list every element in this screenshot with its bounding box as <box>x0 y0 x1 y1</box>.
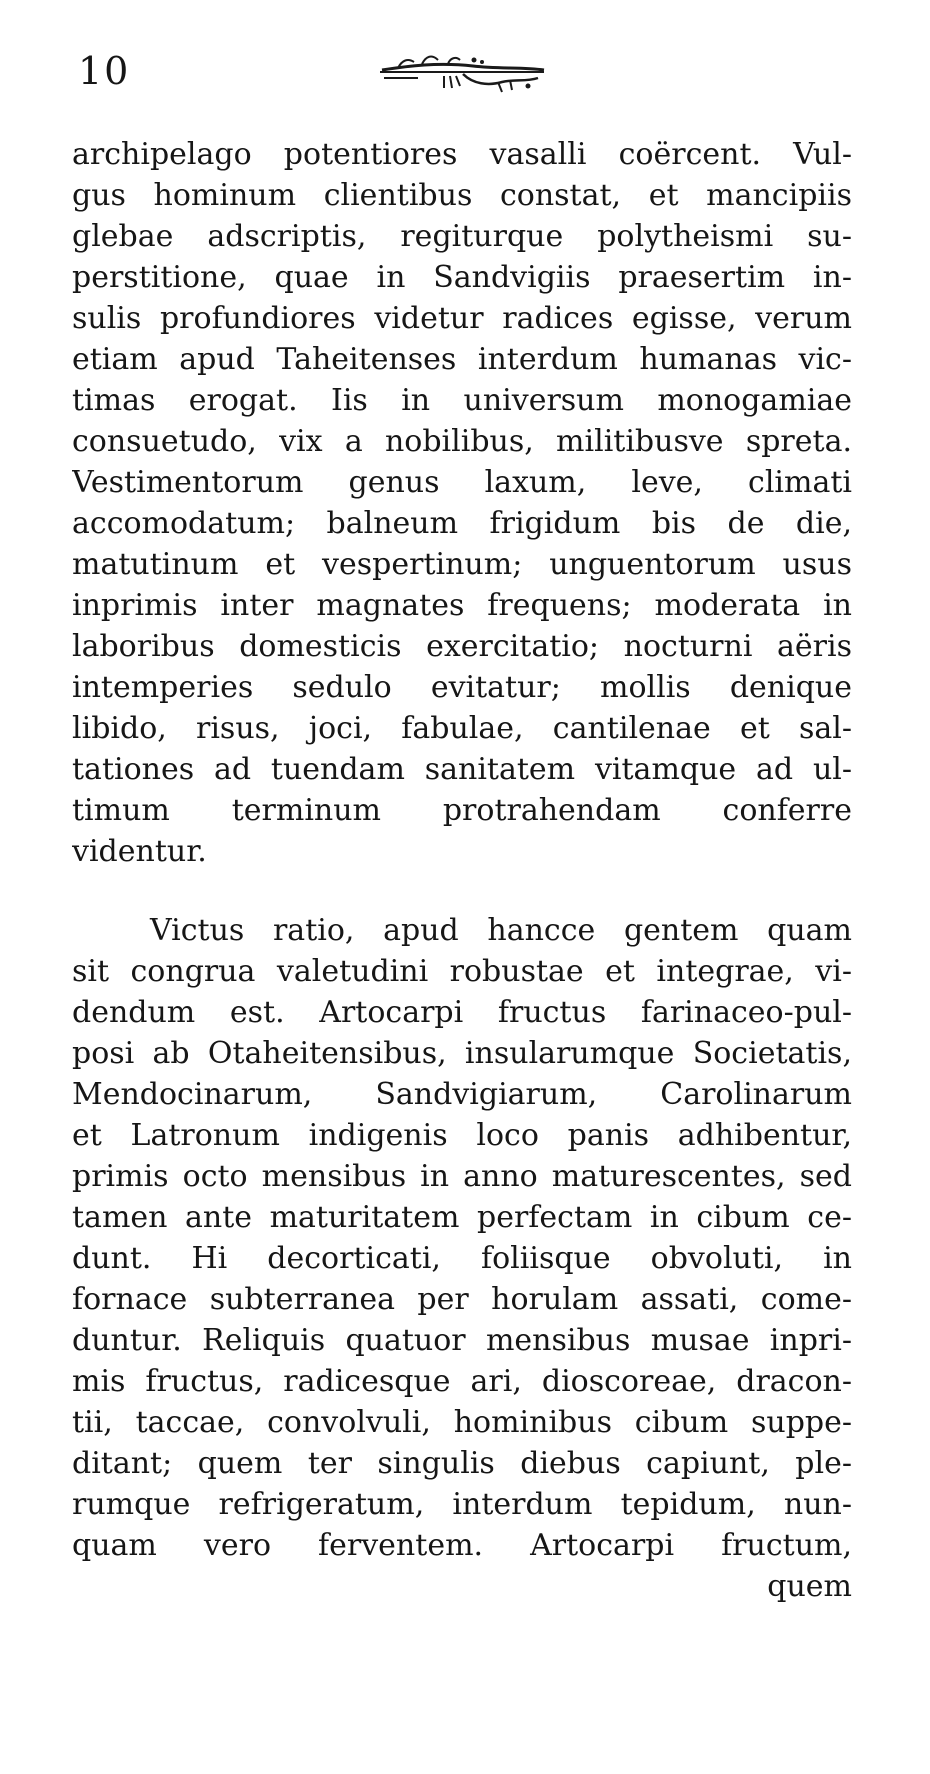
text-line: timum terminum protrahendam conferre <box>72 793 852 828</box>
text-line: glebae adscriptis, regiturque polytheismi su- <box>72 219 852 254</box>
text-line: quam vero ferventem. Artocarpi fructum, <box>72 1528 852 1563</box>
text-line: ditant; quem ter singulis diebus capiunt, ple- <box>72 1446 852 1481</box>
text-line: Victus ratio, apud hancce gentem quam <box>150 913 852 948</box>
page-number: 10 <box>78 49 131 93</box>
text-line: Mendocinarum, Sandvigiarum, Carolinarum <box>72 1077 852 1112</box>
paragraph-2 <box>72 910 852 1607</box>
text-line: inprimis inter magnates frequens; moderata in <box>72 588 852 623</box>
text-line: matutinum et vespertinum; unguentorum usus <box>72 547 852 582</box>
decorative-ornament-icon <box>378 52 548 102</box>
text-line: fornace subterranea per horulam assati, come- <box>72 1282 852 1317</box>
paragraph-1 <box>72 134 852 872</box>
text-line: perstitione, quae in Sandvigiis praesertim in- <box>72 260 852 295</box>
text-line: duntur. Reliquis quatuor mensibus musae inpri- <box>72 1323 852 1358</box>
text-line: intemperies sedulo evitatur; mollis denique <box>72 670 852 705</box>
text-line: Vestimentorum genus laxum, leve, climati <box>72 465 852 500</box>
catchword: quem <box>767 1569 852 1604</box>
text-line: laboribus domesticis exercitatio; nocturni aëris <box>72 629 852 664</box>
text-line: posi ab Otaheitensibus, insularumque Societatis, <box>72 1036 852 1071</box>
text-line: etiam apud Taheitenses interdum humanas vic- <box>72 342 852 377</box>
text-line: timas erogat. Iis in universum monogamiae <box>72 383 852 418</box>
text-line: sit congrua valetudini robustae et integrae, vi- <box>72 954 852 989</box>
text-line: rumque refrigeratum, interdum tepidum, nun- <box>72 1487 852 1522</box>
ornament-vine-icon <box>378 52 548 102</box>
text-line: dendum est. Artocarpi fructus farinaceo-pul- <box>72 995 852 1030</box>
text-line: libido, risus, joci, fabulae, cantilenae et sal- <box>72 711 852 746</box>
text-line: gus hominum clientibus constat, et mancipiis <box>72 178 852 213</box>
text-line: tamen ante maturitatem perfectam in cibum ce- <box>72 1200 852 1235</box>
text-line: sulis profundiores videtur radices egisse, verum <box>72 301 852 336</box>
text-line: primis octo mensibus in anno maturescentes, sed <box>72 1159 852 1194</box>
text-line: et Latronum indigenis loco panis adhibentur, <box>72 1118 852 1153</box>
text-line: dunt. Hi decorticati, foliisque obvoluti, in <box>72 1241 852 1276</box>
text-line: videntur. <box>72 834 207 869</box>
text-line: tationes ad tuendam sanitatem vitamque ad ul- <box>72 752 852 787</box>
text-line: accomodatum; balneum frigidum bis de die, <box>72 506 852 541</box>
text-line: mis fructus, radicesque ari, dioscoreae, dracon- <box>72 1364 852 1399</box>
text-line: archipelago potentiores vasalli coërcent. Vul- <box>72 137 852 172</box>
text-line: consuetudo, vix a nobilibus, militibusve spreta. <box>72 424 852 459</box>
text-line: tii, taccae, convolvuli, hominibus cibum suppe- <box>72 1405 852 1440</box>
